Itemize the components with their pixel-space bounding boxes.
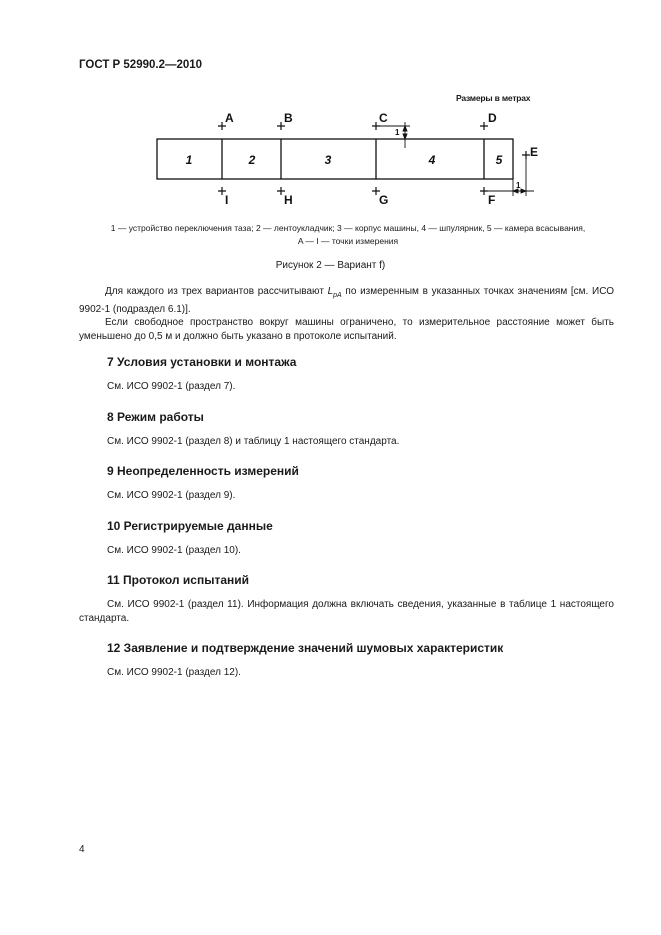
block-label-3: 3 (324, 153, 332, 167)
section-9-text: См. ИСО 9902-1 (раздел 9). (107, 490, 236, 501)
block-label-1: 1 (185, 153, 193, 167)
section-12-text: См. ИСО 9902-1 (раздел 12). (107, 667, 241, 678)
figure-legend (76, 222, 620, 248)
section-11-text: См. ИСО 9902-1 (раздел 11). Информация должна включать сведения, указанные в таблице 1 настоящего стандарта. (79, 599, 614, 624)
figure-legend-line1: 1 — устройство переключения таза; 2 — лентоукладчик; 3 — корпус машины, 4 — шпулярник, 5 — камера всасывания, (110, 223, 586, 233)
dimensions-note: Размеры в метрах (456, 93, 531, 103)
figure-legend-line2: A — I — точки измерения (297, 236, 399, 246)
block-label-4: 4 (428, 153, 436, 167)
machine-outline (157, 139, 513, 179)
section-8-text: См. ИСО 9902-1 (раздел 8) и таблицу 1 настоящего стандарта. (107, 436, 400, 447)
section-7-text: См. ИСО 9902-1 (раздел 7). (107, 381, 236, 392)
point-label-H: H (284, 193, 293, 207)
marker-D (480, 122, 488, 130)
section-9-heading: 9 Неопределенность измерений (107, 464, 299, 478)
marker-F (480, 187, 488, 195)
point-label-F: F (488, 193, 496, 207)
point-label-I: I (225, 193, 229, 207)
dim-top-label: 1 (395, 128, 400, 137)
point-label-B: B (284, 111, 293, 125)
section-7-heading: 7 Условия установки и монтажа (107, 355, 297, 369)
section-11-heading: 11 Протокол испытаний (107, 573, 249, 587)
intro-paragraph-2: Если свободное пространство вокруг машины ограничено, то измерительное расстояние может быть уменьшено до 0,5 м и должно быть указано в протоколе испытаний. (79, 317, 614, 342)
point-label-A: A (225, 111, 234, 125)
block-label-2: 2 (248, 153, 256, 167)
section-12-heading: 12 Заявление и подтверждение значений шумовых характеристик (107, 641, 504, 655)
intro-paragraph-1: Для каждого из трех вариантов рассчитывают $L_{pA}$ по измеренным в указанных точках значениям [см. ИСО 9902-1 (подраздел 6.1)]. (79, 286, 614, 315)
dim-top-arrow-1 (403, 126, 407, 131)
page-number: 4 (79, 844, 85, 855)
section-10-text: См. ИСО 9902-1 (раздел 10). (107, 545, 241, 556)
section-10-heading: 10 Регистрируемые данные (107, 519, 273, 533)
section-8-heading: 8 Режим работы (107, 410, 204, 424)
dim-top-arrow-2 (403, 134, 407, 139)
figure-title: Рисунок 2 — Вариант f) (275, 260, 386, 271)
point-label-D: D (488, 111, 497, 125)
dim-side-label: 1 (516, 181, 521, 190)
point-label-E: E (530, 145, 539, 159)
point-label-C: C (379, 111, 388, 125)
point-label-G: G (379, 193, 389, 207)
dim-side-arrow-2 (521, 189, 526, 193)
document-header: ГОСТ Р 52990.2—2010 (79, 59, 203, 71)
point-markers (218, 122, 530, 195)
block-label-5: 5 (495, 153, 503, 167)
intro-text (79, 285, 614, 343)
